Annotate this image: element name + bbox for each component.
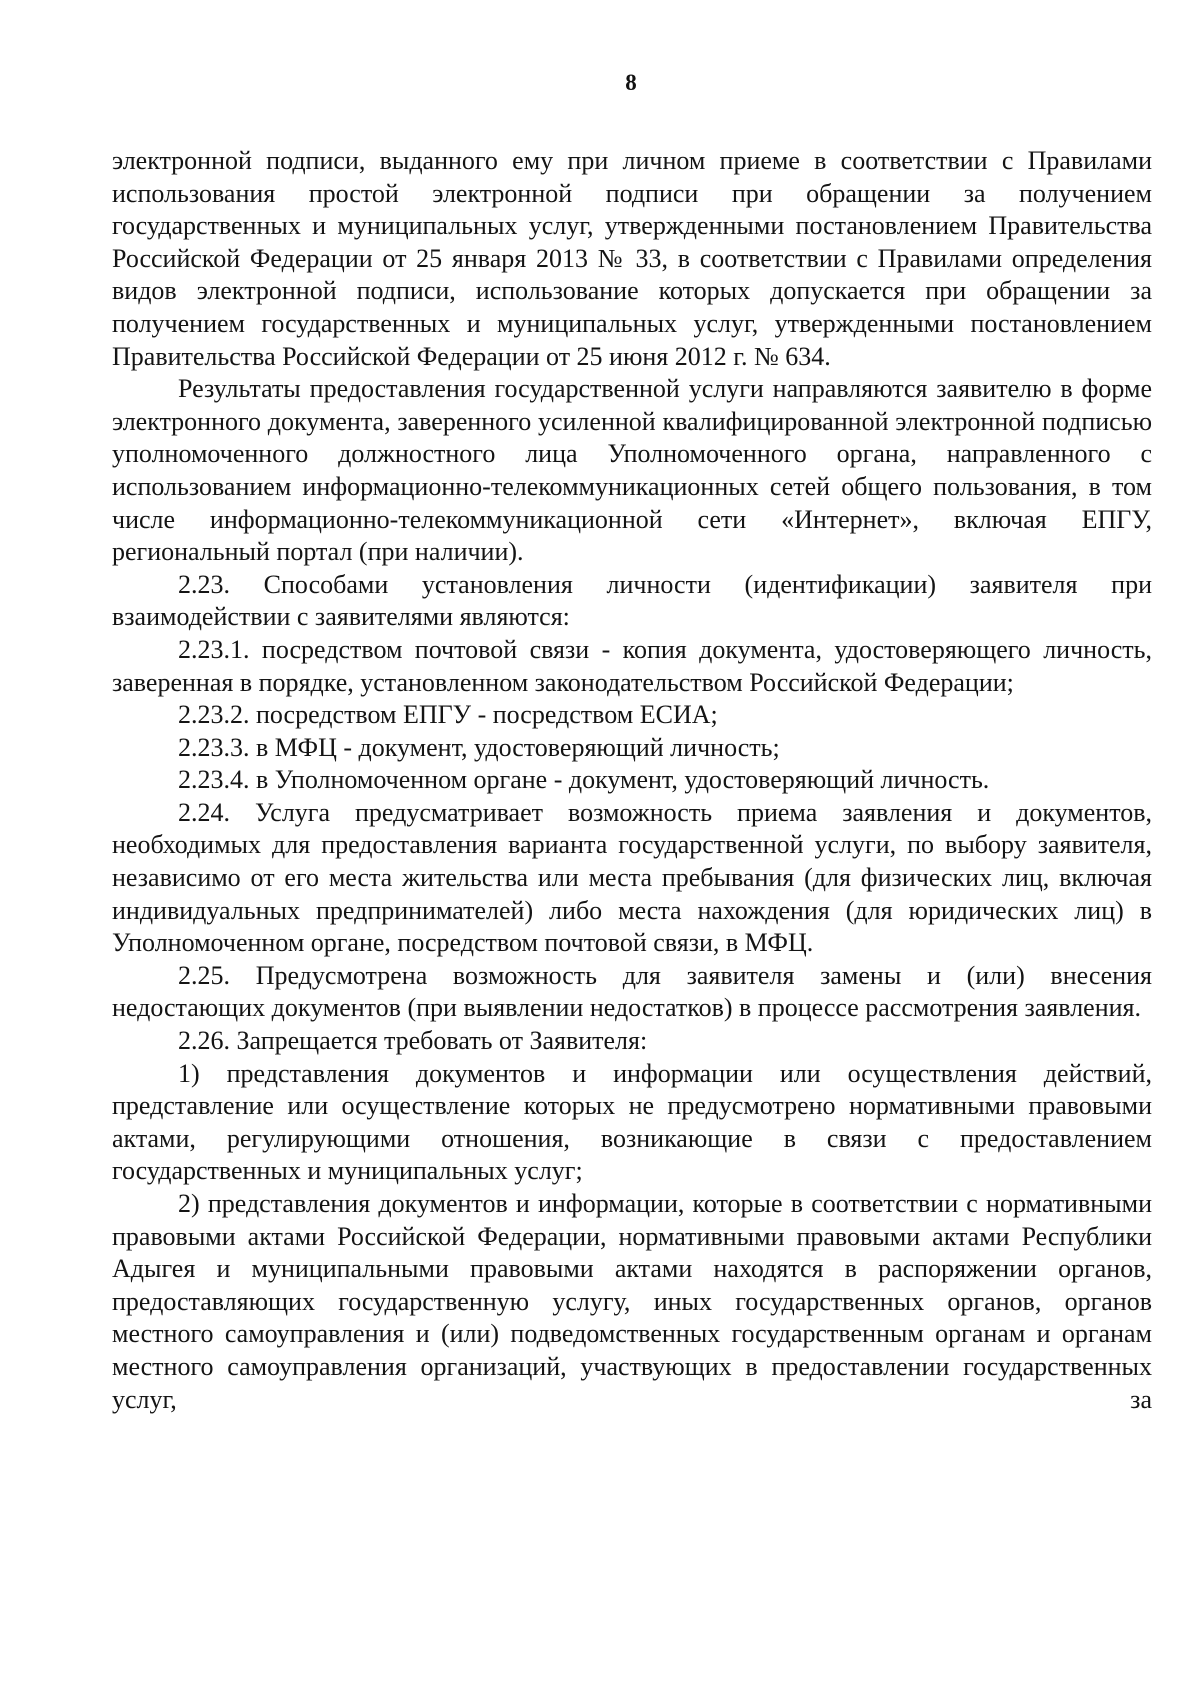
- paragraph-2-24: 2.24. Услуга предусматривает возможность приема заявления и документов, необходимых для предоставления варианта государственной услуги, по выбору заявителя, независимо от его места жительства или места пребывания (для физических лиц, включая индивидуальных предпринимателей) либо места нахождения (для юридических лиц) в Уполномоченном органе, посредством почтовой связи, в МФЦ.: [112, 797, 1152, 958]
- paragraph-2-23: 2.23. Способами установления личности (идентификации) заявителя при взаимодействии с заявителями являются:: [112, 569, 1152, 632]
- paragraph-2-23-3: 2.23.3. в МФЦ - документ, удостоверяющий личность;: [178, 732, 780, 762]
- paragraph-results-delivery: Результаты предоставления государственной услуги направляются заявителю в форме электронного документа, заверенного усиленной квалифицированной электронной подписью уполномоченного должностного лица Уполномоченного органа, направленного с использованием информационно-телекоммуникационных сетей общего пользования, в том числе информационно-телекоммуникационной сети «Интернет», включая ЕПГУ, региональный портал (при наличии).: [112, 374, 1152, 567]
- document-body: [112, 145, 1152, 1416]
- page-number: 8: [625, 70, 637, 95]
- paragraph-2-23-4: 2.23.4. в Уполномоченном органе - документ, удостоверяющий личность.: [178, 765, 990, 795]
- paragraph-2-26-item-2: 2) представления документов и информации, которые в соответствии с нормативными правовыми актами Российской Федерации, нормативными правовыми актами Республики Адыгея и муниципальными правовыми актами находятся в распоряжении органов, предоставляющих государственную услугу, иных государственных органов, органов местного самоуправления и (или) подведомственных государственным органам и органам местного самоуправления организаций, участвующих в предоставлении государственных услуг, за: [112, 1189, 1152, 1414]
- paragraph-esign-continuation: электронной подписи, выданного ему при личном приеме в соответствии с Правилами использования простой электронной подписи при обращении за получением государственных и муниципальных услуг, утвержденными постановлением Правительства Российской Федерации от 25 января 2013 № 33, в соответствии с Правилами определения видов электронной подписи, использование которых допускается при обращении за получением государственных и муниципальных услуг, утвержденными постановлением Правительства Российской Федерации от 25 июня 2012 г. № 634.: [112, 146, 1152, 371]
- paragraph-2-26-item-1: 1) представления документов и информации или осуществления действий, представление или осуществление которых не предусмотрено нормативными правовыми актами, регулирующими отношения, возникающие в связи с предоставлением государственных и муниципальных услуг;: [112, 1058, 1152, 1186]
- paragraph-2-23-2: 2.23.2. посредством ЕПГУ - посредством ЕСИА;: [178, 700, 718, 730]
- paragraph-2-26: 2.26. Запрещается требовать от Заявителя:: [178, 1026, 648, 1056]
- paragraph-2-25: 2.25. Предусмотрена возможность для заявителя замены и (или) внесения недостающих документов (при выявлении недостатков) в процессе рассмотрения заявления.: [112, 960, 1152, 1023]
- paragraph-2-23-1: 2.23.1. посредством почтовой связи - копия документа, удостоверяющего личность, заверенная в порядке, установленном законодательством Российской Федерации;: [112, 634, 1152, 697]
